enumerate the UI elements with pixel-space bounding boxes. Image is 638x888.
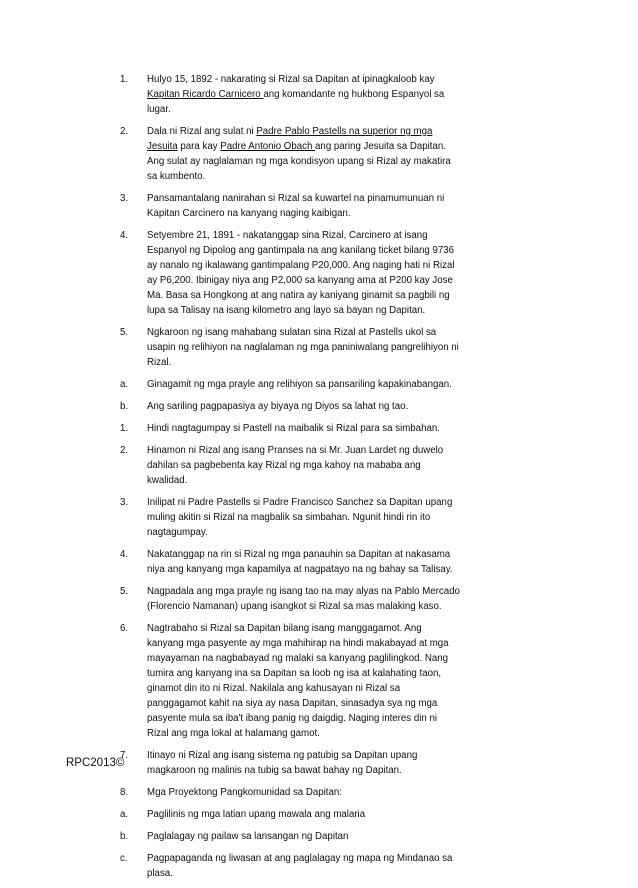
item-text: Nagpadala ang mga prayle ng isang tao na may alyas na Pablo Mercado (Florencio Namanan) upang isangkot si Rizal sa mas malaking kaso. — [147, 586, 460, 612]
item-text: Paglilinis ng mga latian upang mawala ang malaria — [147, 809, 366, 820]
item-number: 4. — [120, 549, 129, 560]
text-segment: ang paring Jesuita sa Dapitan. Ang sulat ay naglalaman ng mga kondisyon upang si Rizal ay makatira sa kumbento. — [147, 141, 451, 182]
text-segment: Hulyo 15, 1892 - nakarating si Rizal sa Dapitan at ipinagkaloob kay — [147, 74, 435, 85]
item-text: Paglalagay ng pailaw sa lansangan ng Dapitan — [147, 831, 349, 842]
item-text: Pagpapaganda ng liwasan at ang paglalagay ng mapa ng Mindanao sa plasa. — [147, 853, 453, 879]
list-item — [120, 124, 460, 184]
item-text: Setyembre 21, 1891 - nakatanggap sina Rizal, Carcinero at isang Espanyol ng Dipolog ang gantimpala na ang kanilang ticket bilang 9736 ay nanalo ng ikalawang gantimpalang P20,000. Ang naging hati ni Rizal ay P6,200. Ibinigay niya ang P2,000 sa kanyang ama at P200 kay Jose Ma. Basa sa Hongkong at ang natira ay kaniyang ginamit sa pagbili ng lupa sa Talisay na isang kilometro ang layo sa bayan ng Dapitan. — [147, 230, 455, 316]
text-segment: Dala ni Rizal ang sulat ni — [147, 126, 257, 137]
numbered-list — [120, 72, 460, 888]
item-text: Ang sariling pagpapasiya ay biyaya ng Diyos sa lahat ng tao. — [147, 401, 409, 412]
list-item — [120, 191, 460, 221]
item-text: Nagtrabaho si Rizal sa Dapitan bilang isang manggagamot. Ang kanyang mga pasyente ay mga mahihirap na hindi makabayad at mga mayayaman na nagbabayad ng malaki sa kanyang paglilingkod. Nang tumira ang kanyang ina sa Dapitan sa loob ng isa at kalahating taon, ginamot din ito ni Rizal. Nakilala ang kahusayan ni Rizal sa panggagamot kahit na siya ay nasa Dapitan, sinasadya sya ng mga pasyente mula sa iba't ibang panig ng daigdig. Naging interes din ni Rizal ang mga lokal at halamang gamot. — [147, 623, 449, 739]
item-number: 3. — [120, 193, 129, 204]
item-number: a. — [120, 809, 129, 820]
list-item — [120, 399, 460, 414]
item-number: 2. — [120, 126, 129, 137]
item-text: Mga Proyektong Pangkomunidad sa Dapitan: — [147, 787, 342, 798]
item-text: Inilipat ni Padre Pastells si Padre Francisco Sanchez sa Dapitan upang muling akitin si Rizal na magbalik sa simbahan. Ngunit hindi rin ito nagtagumpay. — [147, 497, 453, 538]
list-item — [120, 621, 460, 741]
item-number: c. — [120, 853, 128, 864]
list-item — [120, 495, 460, 540]
list-item — [120, 748, 460, 778]
item-number: b. — [120, 401, 129, 412]
item-number: 5. — [120, 586, 129, 597]
list-item — [120, 851, 460, 881]
item-text: Pansamantalang nanirahan si Rizal sa kuwartel na pinamumunuan ni Kapitan Carcinero na kanyang naging kaibigan. — [147, 193, 445, 219]
text-segment: para kay — [177, 141, 221, 152]
item-number: 1. — [120, 74, 129, 85]
item-number: 1. — [120, 423, 129, 434]
item-text: Nakatanggap na rin si Rizal ng mga panauhin sa Dapitan at nakasama niya ang kanyang mga kapamilya at nagpatayo na ng bahay sa Talisay. — [147, 549, 453, 575]
item-text: Ginagamit ng mga prayle ang relihiyon sa pansariling kapakinabangan. — [147, 379, 452, 390]
list-item — [120, 785, 460, 800]
item-text — [147, 124, 460, 184]
list-item — [120, 443, 460, 488]
item-number: 5. — [120, 327, 129, 338]
item-number: 4. — [120, 230, 129, 241]
item-number: 7. — [120, 750, 129, 761]
underlined-name: Kapitan Ricardo Carnicero — [147, 89, 264, 100]
item-text: Ngkaroon ng isang mahabang sulatan sina Rizal at Pastells ukol sa usapin ng relihiyon na naglalaman ng mga paniniwalang pangrelihiyon ni Rizal. — [147, 327, 459, 368]
list-item — [120, 228, 460, 318]
item-number: 2. — [120, 445, 129, 456]
list-item — [120, 325, 460, 370]
item-number: 8. — [120, 787, 129, 798]
underlined-name: Padre Pablo Pastells na superior ng mga Jesuita — [147, 126, 433, 152]
item-number: 6. — [120, 623, 129, 634]
text-segment: ang komandante ng hukbong Espanyol sa lugar. — [147, 89, 445, 115]
list-item — [120, 829, 460, 844]
list-item — [120, 547, 460, 577]
list-item — [120, 72, 460, 117]
item-text — [147, 72, 460, 117]
list-item — [120, 377, 460, 392]
item-text: Itinayo ni Rizal ang isang sistema ng patubig sa Dapitan upang magkaroon ng malinis na tubig sa bawat bahay ng Dapitan. — [147, 750, 418, 776]
copyright-footer: RPC2013© — [66, 757, 125, 769]
item-number: 3. — [120, 497, 129, 508]
underlined-name: Padre Antonio Obach — [220, 141, 316, 152]
item-text: Hindi nagtagumpay si Pastell na maibalik si Rizal para sa simbahan. — [147, 423, 440, 434]
item-text: Hinamon ni Rizal ang isang Pranses na si Mr. Juan Lardet ng duwelo dahilan sa pagbebenta kay Rizal ng mga kahoy na mababa ang kwalidad. — [147, 445, 444, 486]
item-number: b. — [120, 831, 129, 842]
list-item — [120, 584, 460, 614]
list-item — [120, 807, 460, 822]
item-number: a. — [120, 379, 129, 390]
list-item — [120, 421, 460, 436]
